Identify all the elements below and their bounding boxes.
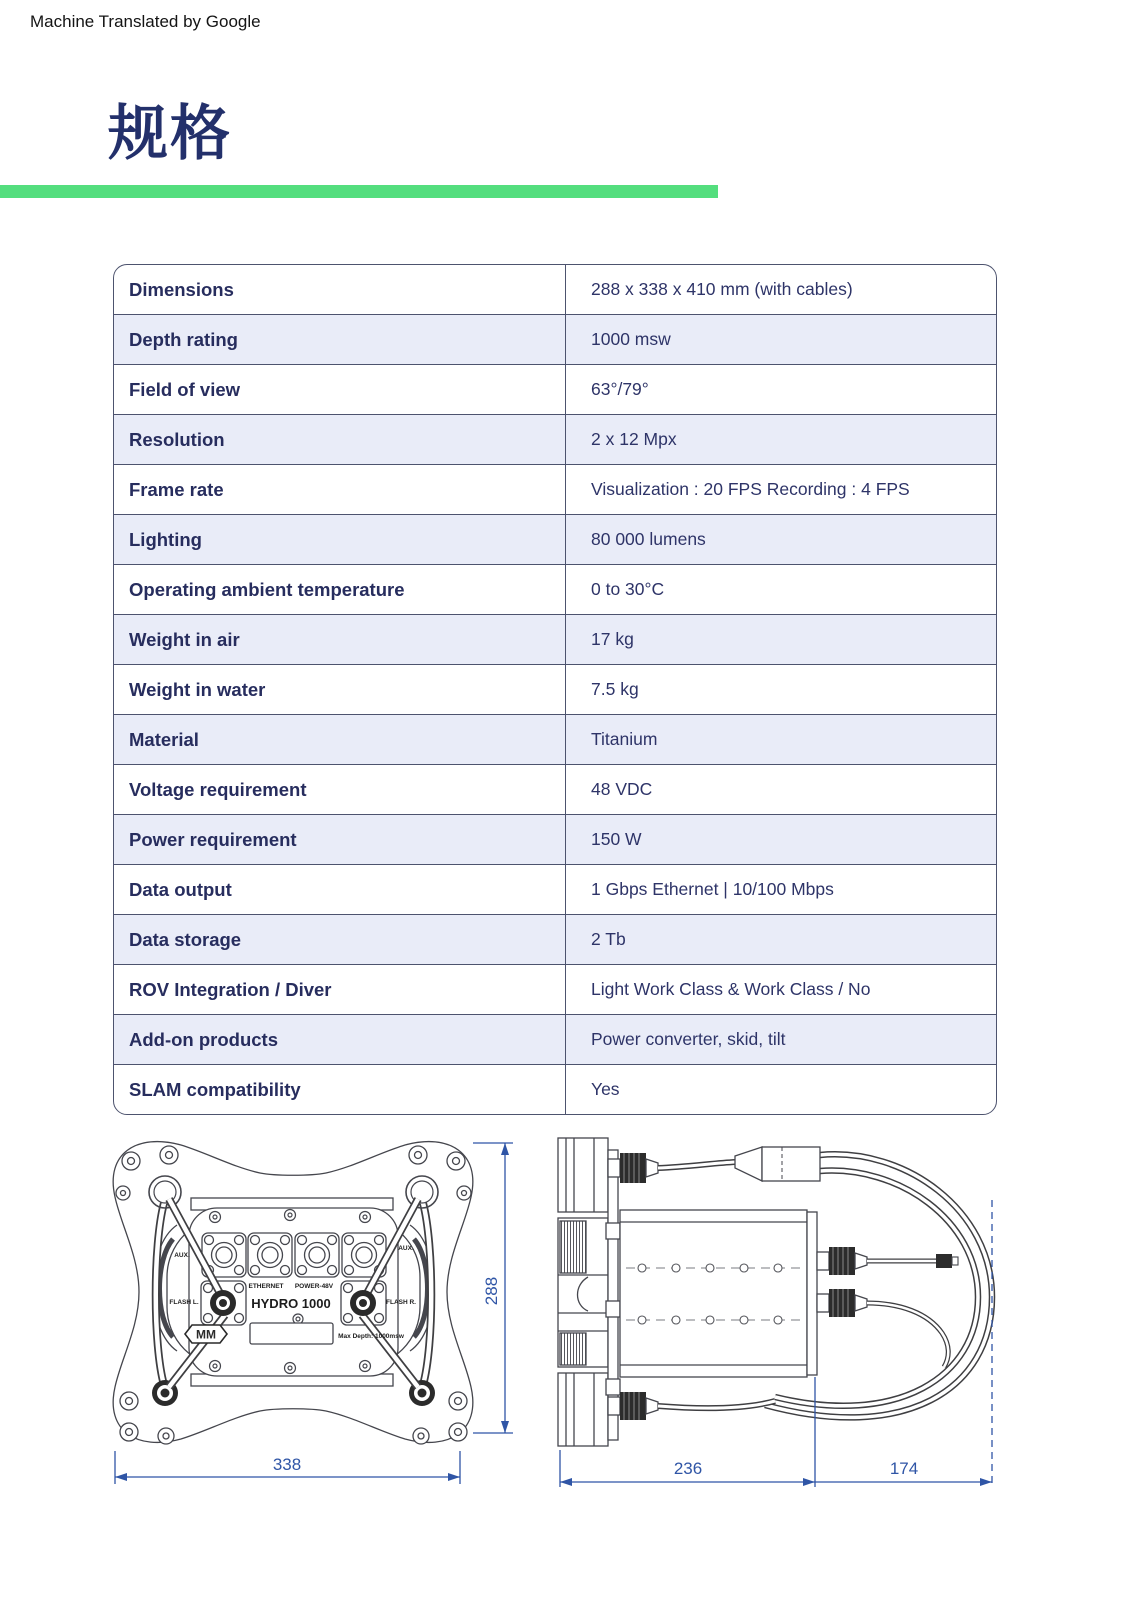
- spec-label: Power requirement: [114, 815, 566, 864]
- max-depth-label: Max Depth: 1000msw: [338, 1333, 404, 1340]
- spec-value: 17 kg: [591, 629, 634, 649]
- spec-value: 1 Gbps Ethernet | 10/100 Mbps: [591, 879, 834, 899]
- spec-value: 0 to 30°C: [591, 579, 665, 599]
- table-row: [114, 564, 996, 614]
- spec-value: 48 VDC: [591, 779, 653, 799]
- spec-label: Operating ambient temperature: [114, 565, 566, 614]
- bottom-cable-assembly: [608, 1392, 775, 1420]
- spec-value: 80 000 lumens: [591, 529, 706, 549]
- table-row: [114, 664, 996, 714]
- spec-label: Weight in water: [114, 665, 566, 714]
- front-view-drawing: [85, 1105, 525, 1500]
- spec-label: Depth rating: [114, 315, 566, 364]
- table-row: [114, 914, 996, 964]
- aux-right-label: AUX.: [398, 1245, 414, 1252]
- flash-r-label: FLASH R.: [386, 1299, 416, 1306]
- table-row: [114, 314, 996, 364]
- right-connectors: [817, 1247, 958, 1367]
- spec-value: 288 x 338 x 410 mm (with cables): [591, 279, 853, 299]
- power-label: POWER-48V: [294, 1283, 334, 1290]
- spec-label: Dimensions: [114, 265, 566, 314]
- spec-value: 63°/79°: [591, 379, 649, 399]
- table-row: [114, 1014, 996, 1064]
- ethernet-label: ETHERNET: [248, 1283, 284, 1290]
- accent-bar: [0, 185, 718, 198]
- spec-label: Field of view: [114, 365, 566, 414]
- spec-label: Frame rate: [114, 465, 566, 514]
- spec-label: Add-on products: [114, 1015, 566, 1064]
- height-dimension: 288: [482, 1276, 501, 1306]
- page-title: 规格: [108, 100, 232, 167]
- table-row: [114, 764, 996, 814]
- translation-notice: Machine Translated by Google: [30, 12, 261, 31]
- model-label: HYDRO 1000: [251, 1296, 331, 1311]
- aux-left-label: AUX.: [174, 1252, 190, 1259]
- spec-label: SLAM compatibility: [114, 1065, 566, 1114]
- width-dimension: 338: [272, 1455, 302, 1474]
- specifications-table: [113, 264, 997, 1115]
- spec-value: 1000 msw: [591, 329, 671, 349]
- flash-l-label: FLASH L.: [169, 1299, 199, 1306]
- body-dimension: 236: [673, 1459, 703, 1478]
- table-row: [114, 414, 996, 464]
- table-row: [114, 464, 996, 514]
- cable-dimension: 174: [889, 1459, 919, 1478]
- spec-label: Data storage: [114, 915, 566, 964]
- top-cable-assembly: [608, 1147, 820, 1183]
- spec-label: ROV Integration / Diver: [114, 965, 566, 1014]
- mm-logo: [185, 1325, 227, 1343]
- spec-label: Material: [114, 715, 566, 764]
- spec-label: Lighting: [114, 515, 566, 564]
- spec-value: 7.5 kg: [591, 679, 639, 699]
- spec-value: Light Work Class & Work Class / No: [591, 979, 871, 999]
- table-row: [114, 614, 996, 664]
- spec-value: 150 W: [591, 829, 642, 849]
- table-row: [114, 514, 996, 564]
- name-plate: [250, 1323, 333, 1344]
- table-row: [114, 364, 996, 414]
- table-row: [114, 265, 996, 314]
- spec-label: Resolution: [114, 415, 566, 464]
- spec-value: Titanium: [591, 729, 658, 749]
- spec-label: Weight in air: [114, 615, 566, 664]
- spec-value: 2 Tb: [591, 929, 626, 949]
- side-view-drawing: [530, 1105, 1030, 1500]
- spec-value: 2 x 12 Mpx: [591, 429, 677, 449]
- table-row: [114, 964, 996, 1014]
- spec-label: Voltage requirement: [114, 765, 566, 814]
- spec-value: Yes: [591, 1079, 620, 1099]
- spec-label: Data output: [114, 865, 566, 914]
- svg-text:MM: MM: [196, 1327, 216, 1342]
- table-row: [114, 814, 996, 864]
- table-row: [114, 714, 996, 764]
- spec-value: Visualization : 20 FPS Recording : 4 FPS: [591, 479, 910, 499]
- main-body: [620, 1210, 807, 1377]
- table-row: [114, 864, 996, 914]
- spec-value: Power converter, skid, tilt: [591, 1029, 786, 1049]
